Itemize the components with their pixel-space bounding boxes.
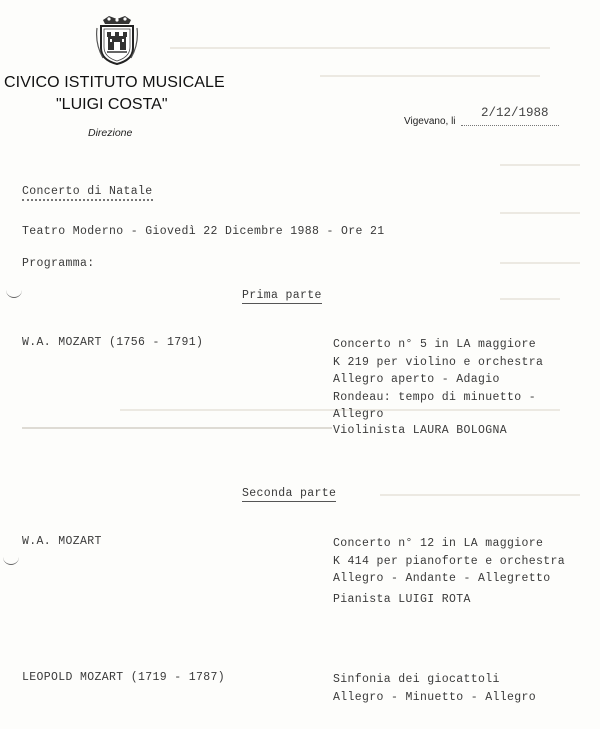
bleed-through-line (500, 262, 580, 264)
part-heading-text: Seconda parte (242, 487, 337, 500)
piece-description (333, 336, 543, 424)
piece-line: Concerto n° 12 in LA maggiore (333, 537, 544, 550)
piece-line: Concerto n° 5 in LA maggiore (333, 338, 537, 351)
piece-line: Allegro - Andante - Allegretto (333, 572, 551, 586)
part-heading-text: Prima parte (242, 289, 322, 302)
concert-title (22, 185, 153, 198)
bleed-through-line (500, 298, 560, 300)
letter-date: 2/12/1988 (481, 106, 549, 120)
bleed-through-line (500, 212, 580, 214)
bleed-through-line (170, 47, 550, 49)
institution-subname: "LUIGI COSTA" (56, 96, 168, 113)
performer-name: Pianista LUIGI ROTA (333, 593, 471, 606)
composer-name: LEOPOLD MOZART (1719 - 1787) (22, 671, 226, 684)
part-heading-seconda (242, 487, 336, 500)
department-label: Direzione (88, 127, 133, 139)
part-heading-prima (242, 289, 322, 302)
piece-line: Sinfonia dei giocattoli (333, 673, 500, 686)
concert-title-text: Concerto di Natale (22, 185, 153, 201)
bleed-through-line (22, 427, 332, 429)
punch-hole-mark (3, 556, 19, 565)
piece-line: K 219 per violino e orchestra (333, 355, 544, 369)
punch-hole-mark (6, 289, 22, 298)
piece-line: Allegro aperto - Adagio (333, 373, 500, 387)
composer-name: W.A. MOZART (22, 535, 102, 548)
piece-description (333, 535, 565, 588)
piece-line: Allegro - Minuetto - Allegro (333, 690, 537, 704)
piece-description (333, 671, 536, 706)
place-label: Vigevano, li (404, 116, 456, 127)
piece-line: K 414 per pianoforte e orchestra (333, 554, 566, 568)
bleed-through-line (500, 164, 580, 166)
institution-name: CIVICO ISTITUTO MUSICALE (4, 74, 225, 91)
performer-name: Violinista LAURA BOLOGNA (333, 424, 508, 437)
piece-line: Rondeau: tempo di minuetto - (333, 390, 537, 404)
coat-of-arms-icon (95, 14, 139, 71)
composer-name: W.A. MOZART (1756 - 1791) (22, 336, 204, 349)
date-underline (461, 125, 559, 126)
bleed-through-line (320, 75, 540, 77)
bleed-through-line (380, 494, 580, 496)
program-label: Programma: (22, 257, 95, 270)
venue-line: Teatro Moderno - Giovedì 22 Dicembre 1988 - Ore 21 (22, 225, 385, 238)
piece-line: Allegro (333, 408, 384, 422)
